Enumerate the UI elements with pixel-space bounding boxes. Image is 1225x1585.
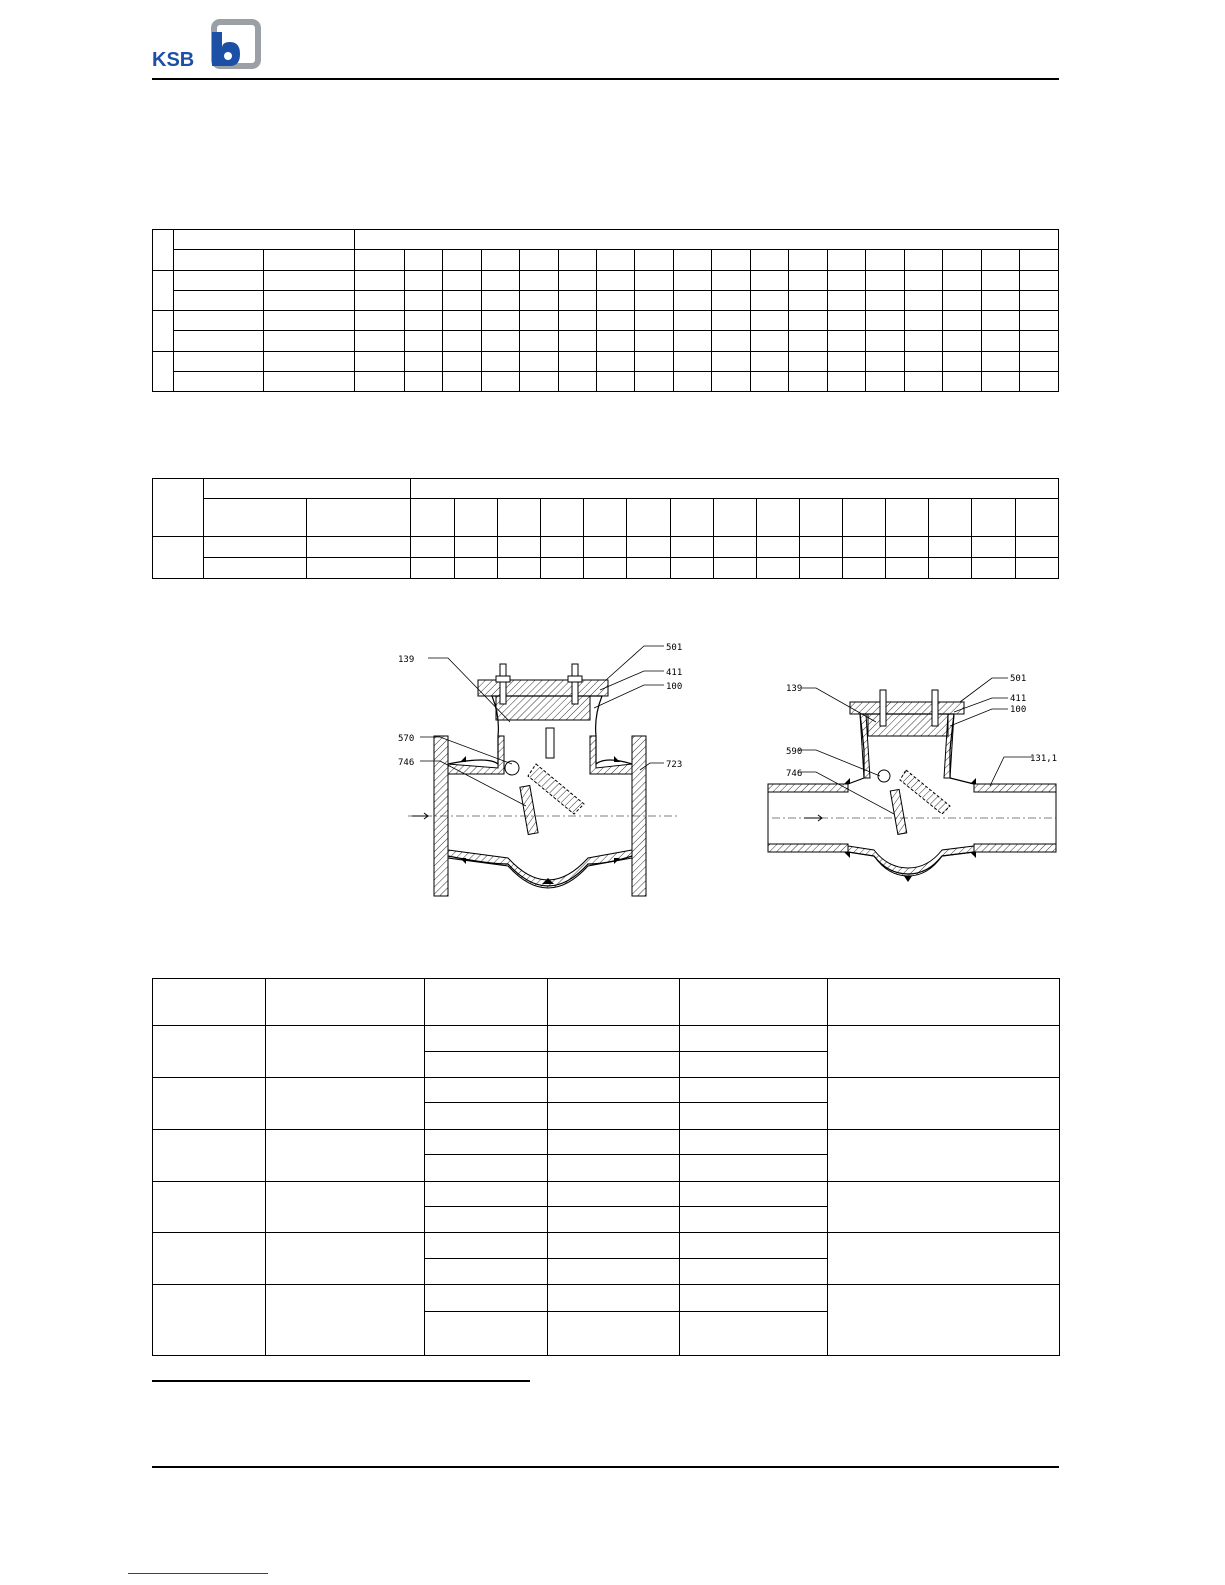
valve-drawing-welded	[764, 666, 1064, 892]
dimension-table-2	[152, 478, 1059, 579]
table-row	[153, 1077, 1060, 1102]
table-row	[153, 1232, 1060, 1258]
table-row	[153, 1026, 1060, 1051]
table-row	[153, 270, 1059, 290]
callout-139: 139	[398, 655, 415, 665]
callout-411: 411	[1010, 694, 1027, 704]
footer-rule	[152, 1466, 1059, 1468]
table-row	[153, 1181, 1060, 1206]
callout-570: 570	[398, 734, 415, 744]
callout-501: 501	[666, 643, 683, 653]
callout-723: 723	[666, 760, 683, 770]
table-cell	[354, 230, 1058, 250]
table-header-row	[153, 230, 1059, 250]
callout-100: 100	[1010, 705, 1027, 715]
callout-746: 746	[786, 769, 803, 779]
table-cell	[173, 230, 354, 250]
table-row	[153, 331, 1059, 351]
logo-mark-inner	[212, 32, 240, 66]
table-header-row	[153, 499, 1059, 537]
table-header-row	[153, 979, 1060, 1026]
table-row	[153, 351, 1059, 371]
table-row	[153, 558, 1059, 579]
callout-590: 590	[786, 747, 803, 757]
valve-drawing-flanged	[388, 636, 708, 902]
logo-wordmark: KSB	[152, 49, 195, 71]
callout-411: 411	[666, 668, 683, 678]
table-cell	[173, 250, 263, 270]
callout-501: 501	[1010, 674, 1027, 684]
callout-131-1: 131,1	[1030, 754, 1058, 764]
table-header-row	[153, 250, 1059, 270]
footer-link-underline[interactable]	[128, 1572, 268, 1574]
table-row	[153, 1285, 1060, 1311]
table-row	[153, 311, 1059, 331]
table-cell	[264, 250, 354, 270]
table-row	[153, 290, 1059, 310]
ksb-logo	[152, 18, 264, 72]
table-cell	[153, 230, 174, 271]
callout-746: 746	[398, 758, 415, 768]
table-row	[153, 1130, 1060, 1155]
table-row	[153, 537, 1059, 558]
table-header-row	[153, 479, 1059, 499]
table-row	[153, 371, 1059, 391]
header-rule	[152, 78, 1059, 80]
dimension-table-1	[152, 229, 1059, 392]
parts-table	[152, 978, 1060, 1356]
callout-100: 100	[666, 682, 683, 692]
callout-139: 139	[786, 684, 803, 694]
footnote-separator	[152, 1380, 530, 1382]
